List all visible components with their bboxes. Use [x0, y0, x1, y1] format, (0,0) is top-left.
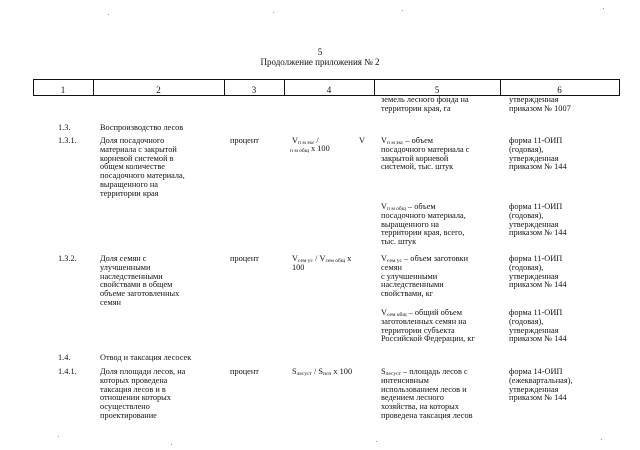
section-title: Воспроизводство лесов [100, 123, 184, 132]
row-number: 1.3.1. [58, 136, 77, 145]
data-source: форма 11-ОИП (годовая), утвержденная приказом № 144 [509, 202, 567, 238]
header-col-3: 3 [251, 85, 257, 95]
carryover-source: утвержденная приказом № 1007 [509, 95, 571, 113]
page-subtitle: Продолжение приложения № 2 [260, 57, 380, 67]
table-column-divider [619, 79, 620, 95]
scan-speck [601, 439, 602, 440]
unit-of-measure: процент [230, 136, 259, 145]
header-col-1: 1 [60, 85, 66, 95]
scan-speck [273, 12, 274, 13]
table-top-border [33, 79, 620, 80]
calculation-formula: V [359, 136, 365, 145]
section-title: Отвод и таксация лесосек [100, 353, 192, 362]
row-number: 1.3.2. [58, 254, 77, 263]
scan-speck [376, 441, 377, 442]
header-col-5: 5 [434, 85, 440, 95]
indicator-name: Доля посадочного материала с закрытой корневой системой в общем количестве посадочного материала, выращенного на территории края [100, 136, 185, 198]
header-col-2: 2 [156, 85, 161, 95]
unit-of-measure: процент [230, 367, 259, 376]
calculation-formula: $V_{сем ус} / V_{сем общ}$ x [292, 254, 352, 264]
variable-description: $V_{сем ус}$ – объем заготовки семян с улучшенными наследственными свойствами, кг [381, 254, 469, 299]
data-source: форма 14-ОИП (ежеквартальная), утвержденная приказом № 144 [509, 367, 573, 403]
section-number: 1.3. [58, 123, 71, 132]
carryover-description: земель лесного фонда на территории края, га [381, 95, 469, 113]
variable-description: $V_{п м зкс}$ – объем посадочного материала с закрытой корневой системой, тыс. штук [381, 136, 470, 172]
variable-description: $S_{лесуст}$ – площадь лесов с интенсивным использованием лесов и ведением лесного хозяйства, на которых проведена таксация лесов [381, 367, 473, 420]
calculation-formula: $V_{п м зкс}$ / [292, 136, 319, 146]
scan-speck [171, 444, 172, 445]
indicator-name: Доля семян с улучшенными наследственными свойствами в общем объеме заготовленных семян [100, 254, 180, 307]
calculation-formula: $_{п м общ}$ x 100 [290, 144, 330, 154]
scan-speck [108, 14, 109, 15]
header-col-6: 6 [557, 85, 562, 95]
header-col-4: 4 [326, 85, 332, 95]
scan-speck [402, 10, 403, 11]
page-number: 5 [317, 47, 323, 57]
variable-description: $V_{сем общ}$ – общий объем заготовленных семян на территории субъекта Российской Федерации, кг [381, 308, 475, 344]
indicator-name: Доля площади лесов, на которых проведена таксация лесов и в отношении которых осуществлено проектирование [100, 367, 186, 420]
data-source: форма 11-ОИП (годовая), утвержденная приказом № 144 [509, 308, 567, 344]
section-number: 1.4. [58, 353, 71, 362]
calculation-formula: 100 [292, 263, 305, 272]
row-number: 1.4.1. [58, 367, 77, 376]
scan-speck [58, 436, 59, 437]
unit-of-measure: процент [230, 254, 259, 263]
data-source: форма 11-ОИП (годовая), утвержденная приказом № 144 [509, 254, 567, 290]
variable-description: $V_{п м общ}$ – объем посадочного материала, выращенного на территории края, всего, тыс. штук [381, 202, 466, 247]
data-source: форма 11-ОИП (годовая), утвержденная приказом № 144 [509, 136, 567, 172]
scan-speck [603, 8, 604, 9]
calculation-formula: $S_{лесуст} / S_{исп}$ x 100 [292, 367, 353, 377]
